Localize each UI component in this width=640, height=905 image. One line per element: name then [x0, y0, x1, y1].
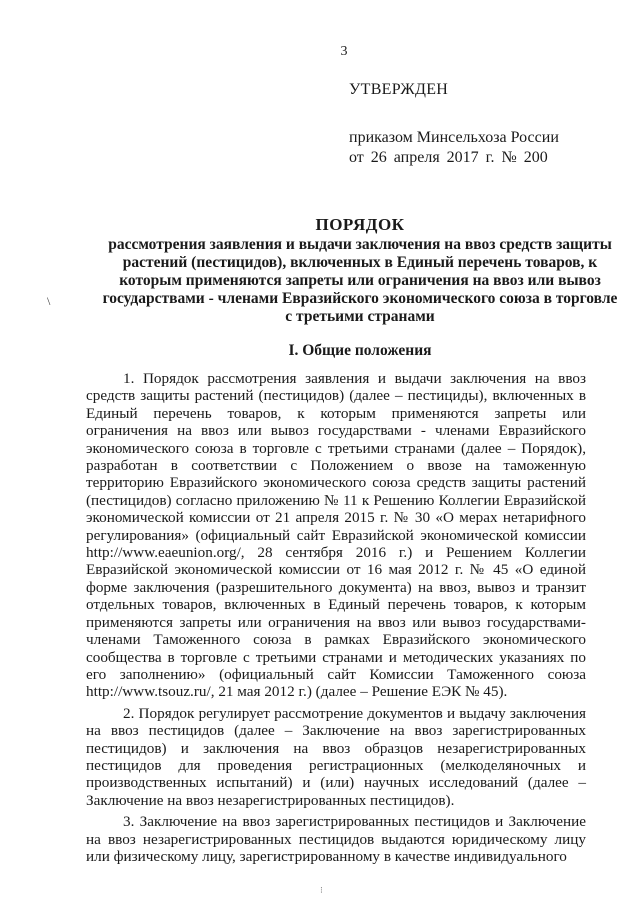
paragraph-3: 3. Заключение на ввоз зарегистрированных пестицидов и Заключение на ввоз незарегистрированных пестицидов выдаются юридическому лицу или физическому лицу, зарегистрированному в качестве индивидуального: [86, 813, 586, 865]
document-subtitle: рассмотрения заявления и выдачи заключения на ввоз средств защиты растений (пестицидов), включенных в Единый перечень товаров, к которым применяются запреты или ограничения на ввоз или вывоз государствами - членами Евразийского экономического союза в торговле с третьими странами: [102, 236, 618, 325]
section-heading: I. Общие положения: [288, 342, 432, 359]
page-number: 3: [340, 44, 348, 59]
approval-order-line: приказом Минсельхоза России: [349, 129, 559, 146]
approval-date-line: от 26 апреля 2017 г. № 200: [349, 149, 548, 166]
paragraph-1: 1. Порядок рассмотрения заявления и выдачи заключения на ввоз средств защиты растений (пестицидов) (далее – пестициды), включенных в Единый перечень товаров, к которым применяются запреты или ограничения на ввоз или вывоз государствами - членами Евразийского экономического союза в торговле с третьими странами (далее – Порядок), разработан в соответствии с Положением о ввозе на таможенную территорию Евразийского экономического союза средств защиты растений (пестицидов) согласно приложению № 11 к Решению Коллегии Евразийской экономической комиссии от 21 апреля 2015 г. № 30 «О мерах нетарифного регулирования» (официальный сайт Евразийской экономической комиссии http://www.eaeunion.org/, 28 сентября 2016 г.) и Решением Коллегии Евразийской экономической комиссии от 16 мая 2012 г. № 45 «О единой форме заключения (разрешительного документа) на ввоз, вывоз и транзит отдельных товаров, включенных в Единый перечень товаров, к которым применяются запреты или ограничения на ввоз или вывоз государствами-членами Таможенного союза в рамках Евразийского экономического сообщества в торговле с третьими странами и методических указаниях по его заполнению» (официальный сайт Комиссии Таможенного союза http://www.tsouz.ru/, 21 мая 2012 г.) (далее – Решение ЕЭК № 45).: [86, 370, 586, 701]
approval-block: [349, 80, 559, 168]
document-title: ПОРЯДОК: [315, 215, 405, 234]
paragraph-2: 2. Порядок регулирует рассмотрение документов и выдачу заключения на ввоз пестицидов (далее – Заключение на ввоз зарегистрированных пестицидов) и заключения на ввоз образцов незарегистрированных пестицидов для проведения регистрационных (мелкоделяночных и производственных испытаний) и (или) научных исследований (далее – Заключение на ввоз незарегистрированных пестицидов).: [86, 704, 586, 809]
scan-artifact-mark: ⁝: [320, 885, 323, 895]
document-title-block: [100, 216, 620, 326]
approval-heading: УТВЕРЖДЕН: [349, 81, 449, 98]
margin-mark: \: [47, 294, 51, 308]
document-body: [86, 370, 586, 869]
